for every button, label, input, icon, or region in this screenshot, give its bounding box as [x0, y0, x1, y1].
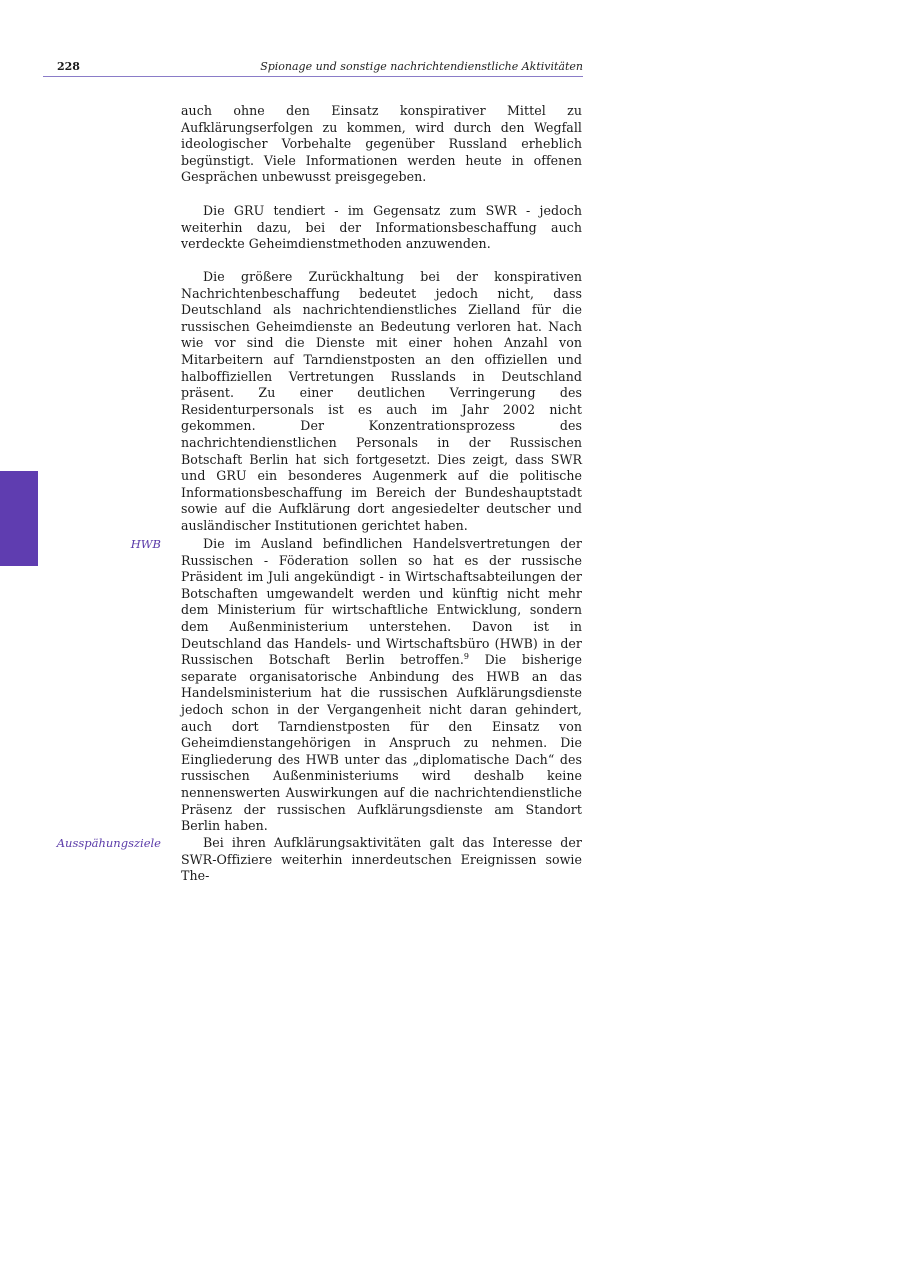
chapter-side-tab	[0, 471, 38, 566]
running-title: Spionage und sonstige nachrichtendienstliche Aktivitäten	[260, 60, 583, 73]
paragraph-2: Die GRU tendiert - im Gegensatz zum SWR - jedoch weiterhin dazu, bei der Informationsbeschaffung auch verdeckte Geheimdienstmethoden anzuwenden.	[181, 203, 582, 252]
paragraph-3: Die größere Zurückhaltung bei der konspirativen Nachrichtenbeschaffung bedeutet jedoch nicht, dass Deutschland als nachrichtendienstliches Zielland für die russischen Geheimdienste an Bedeutung verloren hat. Nach wie vor sind die Dienste mit einer hohen Anzahl von Mitarbeitern auf Tarndienstposten an den offiziellen und halboffiziellen Vertretungen Russlands in Deutschland präsent. Zu einer deutlichen Verringerung des Residenturpersonals ist es auch im Jahr 2002 nicht gekommen. Der Konzentrationsprozess des nachrichtendienstlichen Personals in der Russischen Botschaft Berlin hat sich fortgesetzt. Dies zeigt, dass SWR und GRU ein besonderes Augenmerk auf die politische Informationsbeschaffung im Bereich der Bundeshauptstadt sowie auf die Aufklärung dort angesiedelter deutscher und ausländischer Institutionen gerichtet haben.	[181, 269, 582, 533]
paragraph-1: auch ohne den Einsatz konspirativer Mittel zu Aufklärungserfolgen zu kommen, wird durch den Wegfall ideologischer Vorbehalte gegenüber Russland erheblich begünstigt. Viele Informationen werden heute in offenen Gesprächen unbewusst preisgegeben.	[181, 103, 582, 185]
footnote-reference[interactable]: 9	[463, 651, 470, 661]
paragraph-4-text-after: Die bisherige separate organisatorische Anbindung des HWB an das Handelsministerium hat die russischen Aufklärungsdienste jedoch schon in der Vergangenheit nicht daran gehindert, auch dort Tarndienstposten für den Einsatz von Geheimdienstangehörigen in Anspruch zu nehmen. Die Eingliederung des HWB unter das „diplomatische Dach“ des russischen Außenministeriums wird deshalb keine nennenswerten Auswirkungen auf die nachrichtendienstliche Präsenz der russischen Aufklärungsdienste am Standort Berlin haben.	[181, 652, 582, 834]
paragraph-5: Bei ihren Aufklärungsaktivitäten galt das Interesse der SWR-Offiziere weiterhin innerdeutschen Ereignissen sowie The-	[181, 835, 582, 884]
page-number: 228	[57, 60, 80, 73]
marginal-note-ausspaehungsziele: Ausspähungsziele	[56, 836, 161, 850]
page-header	[43, 58, 583, 77]
marginal-note-hwb: HWB	[130, 537, 161, 551]
paragraph-4	[181, 536, 582, 835]
paragraph-4-text-before: Die im Ausland befindlichen Handelsvertretungen der Russischen - Föderation sollen so hat es der russische Präsident im Juli angekündigt - in Wirtschaftsabteilungen der Botschaften umgewandelt werden und künftig nicht mehr dem Ministerium für wirtschaftliche Entwicklung, sondern dem Außenministerium unterstehen. Davon ist in Deutschland das Handels- und Wirtschaftsbüro (HWB) in der Russischen Botschaft Berlin betroffen.	[181, 536, 582, 668]
